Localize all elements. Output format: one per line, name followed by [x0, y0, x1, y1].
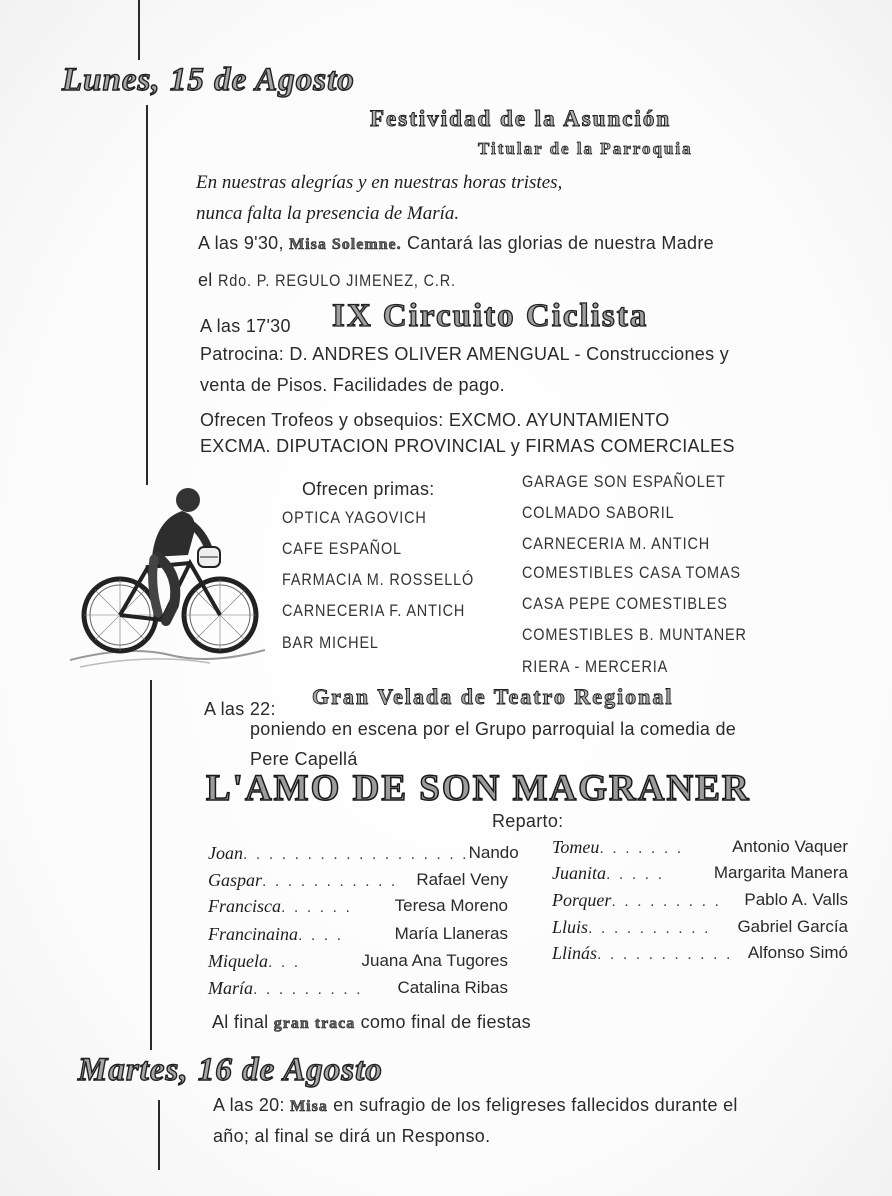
titular-subheading: Titular de la Parroquia [478, 139, 693, 158]
misa-solemne-label: Misa Solemne. [289, 236, 402, 253]
misa-time: A las 9'30, [198, 233, 284, 253]
verse-line-2: nunca falta la presencia de María. [196, 203, 460, 224]
misa-description: Cantará las glorias de nuestra Madre [406, 233, 714, 253]
cast-role: Joan [208, 843, 243, 863]
cyclist-illustration [70, 485, 265, 670]
cast-actor: Alfonso Simó [747, 943, 848, 962]
misa-solemne-line [198, 233, 714, 254]
cast-actor: Gabriel García [737, 917, 848, 936]
play-title: L'AMO DE SON MAGRANER [206, 768, 751, 809]
cast-row [208, 951, 508, 972]
responso-line-1 [213, 1095, 738, 1116]
celebrant-line [198, 270, 498, 291]
cast-leader: . . . . . . . . . . . [262, 873, 398, 890]
vertical-rule-upper [146, 105, 148, 485]
cast-role: Miquela [208, 951, 268, 971]
cast-leader: . . . . [298, 927, 344, 944]
comedia-line-2: Pere Capellá [250, 749, 358, 769]
cast-role: Lluis [552, 917, 589, 937]
vertical-rule-middle [150, 680, 152, 1050]
primas-left-item: CAFE ESPAÑOL [282, 539, 402, 558]
cast-actor: Rafael Veny [416, 870, 508, 889]
primas-left-item: FARMACIA M. ROSSELLÓ [282, 570, 475, 589]
circuito-time: A las 17'30 [200, 316, 291, 336]
comedia-line-1: poniendo en escena por el Grupo parroquial la comedia de [250, 719, 737, 739]
velada-time: A las 22: [204, 699, 276, 719]
primas-left-item: BAR MICHEL [282, 633, 379, 652]
day2-heading: Martes, 16 de Agosto [78, 1052, 383, 1088]
cast-actor: Pablo A. Valls [744, 890, 848, 909]
reparto-label: Reparto: [492, 811, 564, 831]
cast-role: Llinás [552, 943, 598, 963]
trofeos-line-1: Ofrecen Trofeos y obsequios: EXCMO. AYUNTAMIENTO [200, 410, 670, 430]
cast-leader: . . . . . . . . . [253, 981, 363, 998]
misa-difuntos-description: en sufragio de los feligreses fallecidos durante el [333, 1095, 738, 1115]
misa-difuntos-time: A las 20: [213, 1095, 285, 1115]
day1-heading: Lunes, 15 de Agosto [62, 62, 355, 98]
cast-row [208, 924, 508, 945]
final-traca-line [212, 1012, 531, 1033]
cast-row [552, 890, 848, 911]
misa-difuntos-label: Misa [290, 1098, 328, 1115]
primas-left-item: OPTICA YAGOVICH [282, 508, 427, 527]
primas-right-item: COMESTIBLES CASA TOMAS [522, 563, 741, 582]
vertical-rule-bottom [158, 1100, 160, 1170]
primas-right-item: RIERA - MERCERIA [522, 657, 669, 676]
cast-row [552, 917, 848, 938]
festividad-heading: Festividad de la Asunción [370, 106, 672, 131]
patrocina-line-2: venta de Pisos. Facilidades de pago. [200, 375, 505, 395]
primas-left-item: CARNECERIA F. ANTICH [282, 601, 466, 620]
cast-leader: . . . . . . . [599, 840, 684, 857]
cast-actor: Antonio Vaquer [732, 837, 848, 856]
cast-actor: Margarita Manera [713, 863, 848, 882]
celebrant-name: Rdo. P. REGULO JIMENEZ, C.R. [217, 271, 456, 290]
cast-row [208, 978, 508, 999]
cast-actor: Nando [468, 843, 519, 862]
cast-actor: Juana Ana Tugores [361, 951, 508, 970]
velada-heading: Gran Velada de Teatro Regional [312, 684, 674, 709]
cast-role: Tomeu [552, 837, 600, 857]
cast-leader: . . . . . [606, 866, 665, 883]
cast-role: Gaspar [208, 870, 263, 890]
cast-leader: . . . . . . . . . . . [597, 946, 733, 963]
cast-role: Juanita [552, 863, 606, 883]
cast-row [208, 843, 519, 864]
cast-leader: . . . . . . . . . . [588, 920, 711, 937]
cast-role: Porquer [552, 890, 612, 910]
circuito-heading: IX Circuito Ciclista [332, 298, 649, 334]
gran-traca-label: gran traca [273, 1015, 356, 1032]
responso-line-2: año; al final se dirá un Responso. [213, 1126, 491, 1146]
final-suffix: como final de fiestas [360, 1012, 531, 1032]
cast-actor: Catalina Ribas [397, 978, 508, 997]
primas-right-item: CARNECERIA M. ANTICH [522, 534, 711, 553]
primas-right-item: COLMADO SABORIL [522, 503, 675, 522]
primas-right-item: COMESTIBLES B. MUNTANER [522, 625, 747, 644]
cast-row [552, 837, 848, 858]
cast-role: Francinaina [208, 924, 298, 944]
vertical-rule-top [138, 0, 140, 60]
cast-row [208, 896, 508, 917]
celebrant-prefix: el [198, 270, 213, 290]
cast-row [208, 870, 508, 891]
cast-leader: . . . . . . . . . . . . . . . . . . [243, 846, 469, 863]
patrocina-line-1: Patrocina: D. ANDRES OLIVER AMENGUAL - Construcciones y [200, 344, 730, 364]
primas-label: Ofrecen primas: [302, 479, 435, 499]
cast-leader: . . . [268, 954, 301, 971]
trofeos-line-2: EXCMA. DIPUTACION PROVINCIAL y FIRMAS COMERCIALES [200, 436, 735, 456]
cast-role: Francisca [208, 896, 281, 916]
verse-line-1: En nuestras alegrías y en nuestras horas tristes, [196, 172, 563, 193]
primas-right-item: GARAGE SON ESPAÑOLET [522, 472, 726, 491]
cast-leader: . . . . . . . . . [611, 893, 721, 910]
cast-row [552, 943, 848, 964]
cast-actor: María Llaneras [394, 924, 508, 943]
cast-actor: Teresa Moreno [394, 896, 508, 915]
cast-role: María [208, 978, 253, 998]
cast-row [552, 863, 848, 884]
primas-right-item: CASA PEPE COMESTIBLES [522, 594, 728, 613]
cast-leader: . . . . . . [280, 899, 352, 916]
final-prefix: Al final [212, 1012, 269, 1032]
